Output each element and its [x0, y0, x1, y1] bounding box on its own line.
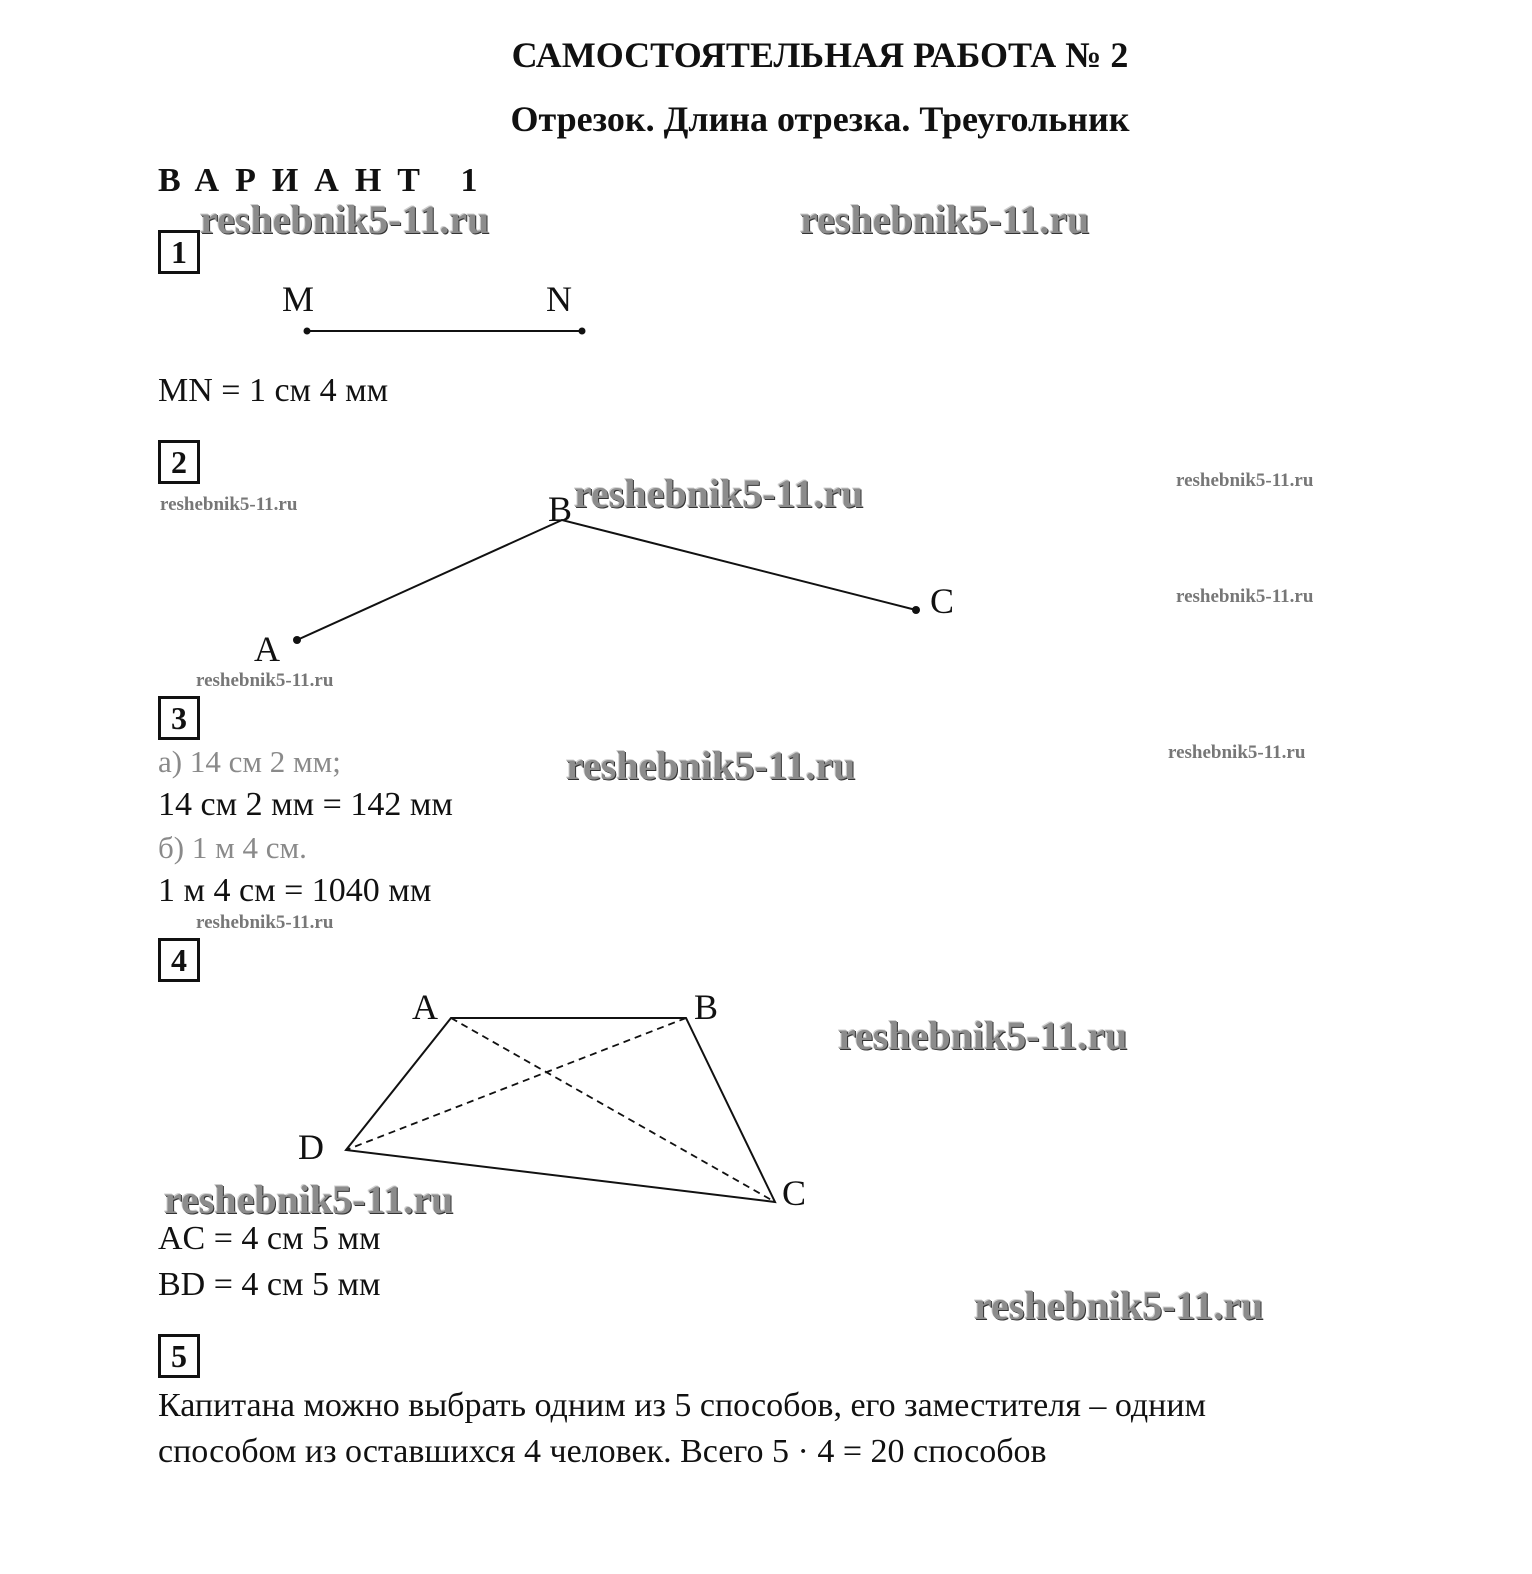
- watermark: reshebnik5-11.ru: [1168, 742, 1306, 763]
- point-label-m: M: [282, 279, 315, 319]
- watermark: reshebnik5-11.ru: [164, 1177, 454, 1222]
- watermark: reshebnik5-11.ru: [200, 197, 490, 242]
- task1-answer: MN = 1 см 4 мм: [158, 372, 389, 409]
- watermark: reshebnik5-11.ru: [566, 743, 856, 788]
- watermark: reshebnik5-11.ru: [574, 471, 864, 516]
- quadrilateral-abcd: [346, 1018, 775, 1202]
- task-number-2: 2: [158, 440, 200, 484]
- page-title: САМОСТОЯТЕЛЬНАЯ РАБОТА № 2: [511, 35, 1129, 75]
- task-number-1: 1: [158, 230, 200, 274]
- watermark: reshebnik5-11.ru: [838, 1013, 1128, 1058]
- task3-answer-a: 14 см 2 мм = 142 мм: [158, 786, 453, 823]
- watermark: reshebnik5-11.ru: [196, 912, 334, 933]
- point-label-c: C: [930, 581, 955, 621]
- task5-line-1: Капитана можно выбрать одним из 5 способов, его заместителя – одним: [158, 1387, 1207, 1424]
- watermark: reshebnik5-11.ru: [1176, 586, 1314, 607]
- task3-answer-b: 1 м 4 см = 1040 мм: [158, 872, 432, 909]
- watermark: reshebnik5-11.ru: [800, 197, 1090, 242]
- watermark: reshebnik5-11.ru: [196, 670, 334, 691]
- point-label-a: A: [412, 987, 438, 1027]
- point-label-c: C: [782, 1173, 807, 1213]
- point-label-d: D: [298, 1127, 324, 1167]
- variant-heading: ВАРИАНТ 1: [158, 162, 494, 199]
- task-number-4: 4: [158, 938, 200, 982]
- point-label-b: B: [548, 489, 573, 529]
- point-label-b: B: [694, 987, 719, 1027]
- task3-given-a: а) 14 см 2 мм;: [158, 744, 341, 779]
- point-label-n: N: [546, 279, 572, 319]
- diagonal-bd: [346, 1018, 686, 1150]
- segment-mn: [304, 328, 586, 335]
- task4-answer-bd: BD = 4 см 5 мм: [158, 1266, 381, 1303]
- watermark: reshebnik5-11.ru: [1176, 470, 1314, 491]
- page-subtitle: Отрезок. Длина отрезка. Треугольник: [510, 99, 1130, 139]
- task5-line-2: способом из оставшихся 4 человек. Всего 5 · 4 = 20 способов: [158, 1433, 1047, 1470]
- broken-line-abc: [293, 520, 920, 644]
- watermark: reshebnik5-11.ru: [974, 1283, 1264, 1328]
- task3-given-b: б) 1 м 4 см.: [158, 830, 307, 865]
- task-number-5: 5: [158, 1334, 200, 1378]
- task4-answer-ac: AC = 4 см 5 мм: [158, 1220, 381, 1257]
- watermark: reshebnik5-11.ru: [160, 494, 298, 515]
- point-label-a: A: [254, 629, 280, 669]
- task-number-3: 3: [158, 696, 200, 740]
